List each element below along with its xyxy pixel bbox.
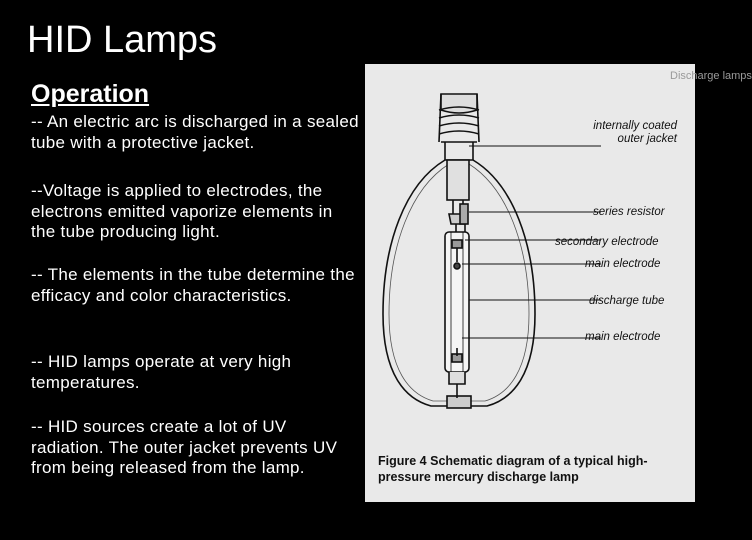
callout-outer-jacket-line1: internally coated <box>593 120 677 132</box>
lamp-bottom-nub <box>447 396 471 408</box>
series-resistor-body <box>460 204 468 224</box>
callout-main-electrode-bottom: main electrode <box>585 331 661 343</box>
lamp-screw-base <box>439 94 479 142</box>
figure-caption <box>378 454 688 485</box>
bullet-voltage-electrodes: --Voltage is applied to electrodes, the electrons emitted vaporize elements in the tube producing light. <box>31 181 333 241</box>
lamp-neck <box>445 142 473 160</box>
callout-discharge-tube: discharge tube <box>589 295 665 307</box>
callout-outer-jacket-line2: outer jacket <box>617 133 677 145</box>
callout-secondary-electrode: secondary electrode <box>555 236 659 248</box>
callout-main-electrode-top: main electrode <box>585 258 661 270</box>
callout-outer-jacket <box>593 120 677 146</box>
callout-series-resistor: series resistor <box>593 206 665 218</box>
bullet-high-temperature: -- HID lamps operate at very high temperatures. <box>31 352 292 392</box>
section-heading: Operation <box>31 80 150 108</box>
figure-number: Figure 4 <box>378 454 427 468</box>
bullet-arc-discharge: -- An electric arc is discharged in a sealed tube with a protective jacket. <box>31 112 359 152</box>
lamp-diagram-figure <box>365 64 752 502</box>
bullet-uv-radiation: -- HID sources create a lot of UV radiation. The outer jacket prevents UV from being released from the lamp. <box>31 417 338 477</box>
slide-title: HID Lamps <box>27 19 218 61</box>
figure-background-heading: Discharge lamps <box>670 70 752 82</box>
bullet-elements-efficacy: -- The elements in the tube determine the efficacy and color characteristics. <box>31 265 355 305</box>
figure-caption-text: Schematic diagram of a typical high-pressure mercury discharge lamp <box>378 454 648 484</box>
